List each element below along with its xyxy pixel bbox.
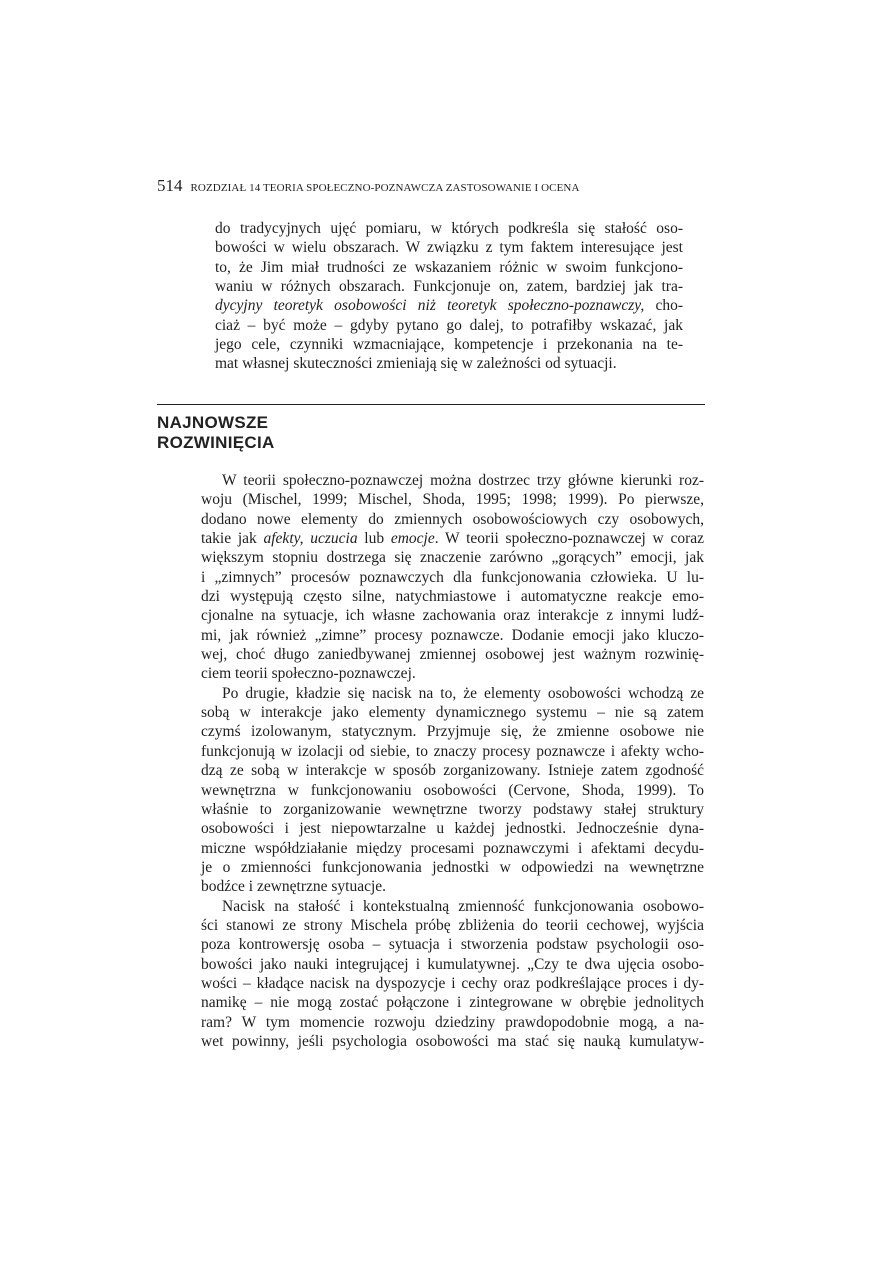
text-line: ram? W tym momencie rozwoju dziedziny prawdopodobnie mogą, a na- xyxy=(201,1013,704,1031)
text-line: takie jak afekty, uczucia lub emocje. W teorii społeczno-poznawczej w coraz xyxy=(201,530,705,548)
intro-paragraph xyxy=(215,219,683,374)
text-line: wewnętrzna w funkcjonowaniu osobowości (Cervone, Shoda, 1999). To xyxy=(201,781,704,799)
text-line: dzi występują często silne, natychmiastowe i automatyczne reakcje emo- xyxy=(201,588,704,606)
section-divider xyxy=(157,404,705,405)
text-line: bowości w wielu obszarach. W związku z tym faktem interesujące jest xyxy=(215,239,683,257)
text-line: poza kontrowersję osoba – sytuacja i stworzenia podstaw psychologii oso- xyxy=(201,936,704,954)
text-line: ści stanowi ze strony Mischela próbę zbliżenia do teorii cechowej, wyjścia xyxy=(201,916,704,934)
text-line: wet powinny, jeśli psychologia osobowości ma stać się nauką kumulatyw- xyxy=(201,1032,704,1050)
text-line: je o zmienności funkcjonowania jednostki w odpowiedzi na wewnętrzne xyxy=(201,858,704,876)
italic-term: emocje xyxy=(390,530,435,548)
text-line: ciaż – być może – gdyby pytano go dalej, to potrafiłby wskazać, jak xyxy=(215,316,683,334)
text-line: dycyjny teoretyk osobowości niż teoretyk społeczno-poznawczy, cho- xyxy=(215,297,683,315)
text-line: wej, choć długo zaniedbywanej zmiennej osobowej jest ważnym rozwinię- xyxy=(201,646,704,664)
section-heading xyxy=(157,413,275,453)
text-line: cjonalne na sytuacje, ich własne zachowania oraz interakcje z innymi ludź- xyxy=(201,607,704,625)
italic-term: afekty, uczucia xyxy=(263,530,358,548)
text-line: czymś izolowanym, statycznym. Przyjmuje się, że zmienne osobowe nie xyxy=(201,723,704,741)
italic-term: dycyjny teoretyk osobowości niż teoretyk społeczno-poznawczy, xyxy=(215,297,656,315)
text-line: i „zimnych” procesów poznawczych dla funkcjonowania człowieka. U lu- xyxy=(201,568,704,586)
text-line: funkcjonują w izolacji od siebie, to znaczy procesy poznawcze i afekty wcho- xyxy=(201,742,704,760)
text-line: mat własnej skuteczności zmieniają się w zależności od sytuacji. xyxy=(215,355,617,373)
text-line: dzą ze sobą w interakcje w sposób zorganizowany. Istnieje zatem zgodność xyxy=(201,762,704,780)
page-header xyxy=(157,176,717,196)
text-line: bowości jako nauki integrującej i kumulatywnej. „Czy te dwa ujęcia osobo- xyxy=(201,955,704,973)
text-line: osobowości i jest niepowtarzalne u każdej jednostki. Jednocześnie dyna- xyxy=(201,820,704,838)
text-line: waniu w różnych obszarach. Funkcjonuje on, zatem, bardziej jak tra- xyxy=(215,278,683,296)
text-line: do tradycyjnych ujęć pomiaru, w których podkreśla się stałość oso- xyxy=(215,220,683,237)
text-line: jego cele, czynniki wzmacniające, kompetencje i przekonania na te- xyxy=(215,336,683,354)
section-body xyxy=(201,471,704,1051)
text-line: namikę – nie mogą zostać połączone i zintegrowane w obrębie jednolitych xyxy=(201,994,704,1012)
text-line: Po drugie, kładzie się nacisk na to, że elementy osobowości wchodzą ze xyxy=(222,684,704,702)
running-head: ROZDZIAŁ 14 TEORIA SPOŁECZNO-POZNAWCZA ZASTOSOWANIE I OCENA xyxy=(190,182,580,194)
text-line: W teorii społeczno-poznawczej można dostrzec trzy główne kierunki roz- xyxy=(222,472,704,489)
page-number: 514 xyxy=(157,176,183,195)
text-line: to, że Jim miał trudności ze wskazaniem różnic w swoim funkcjono- xyxy=(215,258,683,276)
text-line: bodźce i zewnętrzne sytuacje. xyxy=(201,878,387,896)
text-line: ciem teorii społeczno-poznawczej. xyxy=(201,665,416,683)
section-heading-line-2: ROZWINIĘCIA xyxy=(157,433,275,452)
section-heading-line-1: NAJNOWSZE xyxy=(157,413,269,432)
text-line: Nacisk na stałość i kontekstualną zmienność funkcjonowania osobowo- xyxy=(222,897,704,915)
text-line: sobą w interakcje jako elementy dynamicznego systemu – nie są zatem xyxy=(201,704,704,722)
text-line: miczne współdziałanie między procesami poznawczymi i afektami decydu- xyxy=(201,839,704,857)
text-line: mi, jak również „zimne” procesy poznawcze. Dodanie emocji jako kluczo- xyxy=(201,626,704,644)
text-line: właśnie to zorganizowanie wewnętrzne tworzy podstawy stałej struktury xyxy=(201,800,704,818)
text-line: dodano nowe elementy do zmiennych osobowościowych czy osobowych, xyxy=(201,510,704,528)
text-line: woju (Mischel, 1999; Mischel, Shoda, 1995; 1998; 1999). Po pierwsze, xyxy=(201,491,704,509)
text-line: większym stopniu dostrzega się znaczenie zarówno „gorących” emocji, jak xyxy=(201,549,704,567)
text-line: wości – kładące nacisk na dyspozycje i cechy oraz podkreślające proces i dy- xyxy=(201,974,704,992)
